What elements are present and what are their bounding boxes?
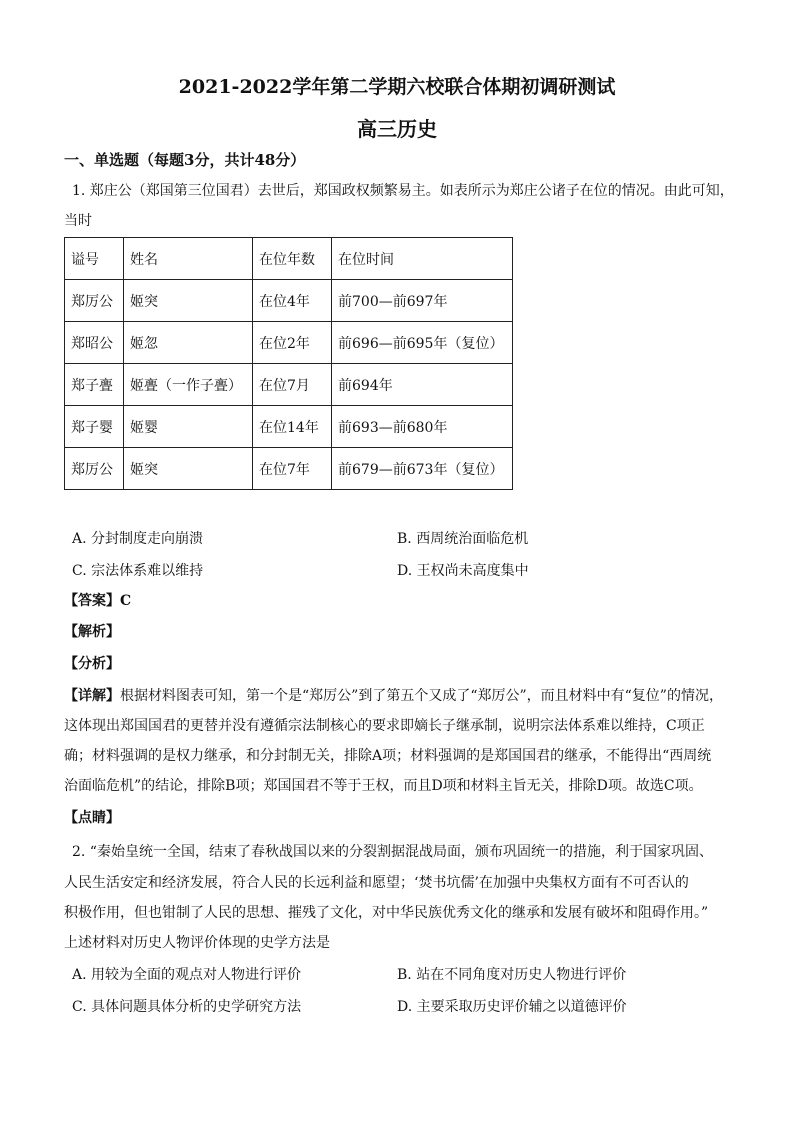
q2-option-c: C. 具体问题具体分析的史学研究方法: [72, 999, 302, 1015]
q1-option-a: A. 分封制度走向崩溃: [72, 531, 204, 547]
exam-title: 2021-2022学年第二学期六校联合体期初调研测试: [178, 76, 616, 98]
q2-option-a: A. 用较为全面的观点对人物进行评价: [72, 967, 302, 983]
table-row: [65, 364, 513, 406]
table-header-cell: 在位年数: [253, 238, 332, 280]
table-cell: 前700—前697年: [332, 280, 513, 322]
q1-answer: 【答案】C: [64, 593, 132, 609]
exam-subtitle: 高三历史: [357, 117, 437, 141]
table-cell: 姬亹（一作子亹）: [124, 364, 253, 406]
table-cell: 姬突: [124, 280, 253, 322]
q2-option-d: D. 主要采取历史评价辅之以道德评价: [397, 999, 627, 1015]
table-cell: 前694年: [332, 364, 513, 406]
table-cell: 郑厉公: [65, 448, 124, 490]
table-cell: 在位4年: [253, 280, 332, 322]
q1-option-b: B. 西周统治面临危机: [397, 531, 529, 547]
q1-stem-line2: 当时: [64, 213, 92, 229]
table-cell: 郑子亹: [65, 364, 124, 406]
table-header-cell: 在位时间: [332, 238, 513, 280]
table-row: [65, 406, 513, 448]
q1-detail-label: 【详解】: [64, 688, 120, 704]
table-cell: 在位7年: [253, 448, 332, 490]
q1-detail-line3: 确；材料强调的是权力继承，和分封制无关，排除A项；材料强调的是郑国国君的继承，不能得出“西周统: [64, 748, 712, 764]
table-cell: 前693—前680年: [332, 406, 513, 448]
table-cell: 姬突: [124, 448, 253, 490]
q2-stem-line1: 2. “秦始皇统一全国，结束了春秋战国以来的分裂割据混战局面，颁布巩固统一的措施，利于国家巩固、: [72, 844, 713, 860]
table-cell: 前679—前673年（复位）: [332, 448, 513, 490]
q1-option-d: D. 王权尚未高度集中: [397, 563, 529, 579]
table-row: [65, 448, 513, 490]
q2-stem-line3: 积极作用，但也钳制了人民的思想、摧残了文化，对中华民族优秀文化的继承和发展有破坏和阻碍作用。”: [64, 905, 709, 921]
table-row: [65, 322, 513, 364]
table-cell: 郑厉公: [65, 280, 124, 322]
table-cell: 郑昭公: [65, 322, 124, 364]
table-header-row: [65, 238, 513, 280]
section-heading: 一、单选题（每题3分，共计48分）: [64, 151, 306, 169]
q2-option-b: B. 站在不同角度对历史人物进行评价: [397, 967, 627, 983]
q2-stem-line4: 上述材料对历史人物评价体现的史学方法是: [64, 935, 330, 951]
table-cell: 郑子婴: [65, 406, 124, 448]
q1-dianjing-label: 【点睛】: [64, 810, 120, 826]
q1-fenxi-label: 【分析】: [64, 656, 120, 672]
reign-table: [64, 237, 513, 490]
q2-stem-line2: 人民生活安定和经济发展，符合人民的长远利益和愿望；‘焚书坑儒’在加强中央集权方面有不可否认的: [64, 875, 689, 891]
table-row: [65, 280, 513, 322]
q1-detail-text: 根据材料图表可知，第一个是“郑厉公”到了第五个又成了“郑厉公”，而且材料中有“复位”的情况，: [120, 688, 723, 704]
table-cell: 前696—前695年（复位）: [332, 322, 513, 364]
q1-jiexi-label: 【解析】: [64, 624, 120, 640]
q1-detail-line1: [64, 686, 723, 706]
table-cell: 姬忽: [124, 322, 253, 364]
table-header-cell: 谥号: [65, 238, 124, 280]
q1-detail-line2: 这体现出郑国国君的更替并没有遵循宗法制核心的要求即嫡长子继承制，说明宗法体系难以维持，C项正: [64, 718, 705, 734]
q1-detail-line4: 治面临危机”的结论，排除B项；郑国国君不等于王权，而且D项和材料主旨无关，排除D项。故选C项。: [64, 778, 703, 794]
table-header-cell: 姓名: [124, 238, 253, 280]
q1-stem-line1: 1. 郑庄公（郑国第三位国君）去世后，郑国政权频繁易主。如表所示为郑庄公诸子在位的情况。由此可知，: [72, 183, 734, 199]
q1-option-c: C. 宗法体系难以维持: [72, 563, 204, 579]
table-cell: 姬婴: [124, 406, 253, 448]
table-cell: 在位14年: [253, 406, 332, 448]
table-cell: 在位7月: [253, 364, 332, 406]
table-cell: 在位2年: [253, 322, 332, 364]
